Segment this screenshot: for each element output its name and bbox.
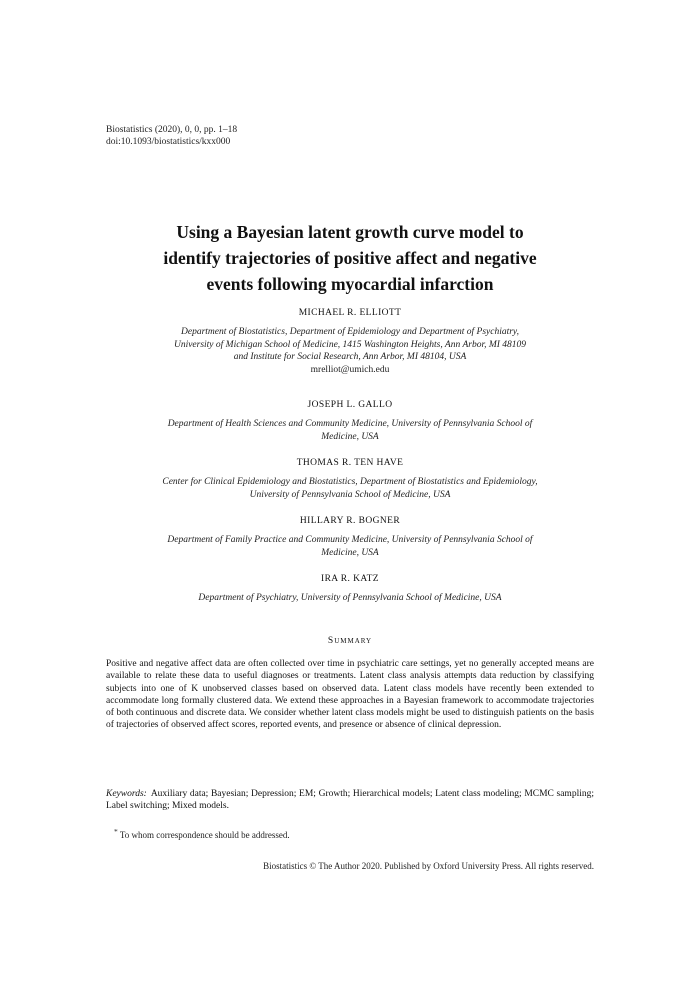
author-name: HILLARY R. BOGNER [299, 516, 401, 526]
affiliation-line: Center for Clinical Epidemiology and Biostatistics, Department of Biostatistics and Epidemiology, [162, 477, 538, 487]
keywords [106, 788, 594, 813]
author-name: JOSEPH L. GALLO [307, 400, 393, 410]
affiliation-line: University of Michigan School of Medicine, 1415 Washington Heights, Ann Arbor, MI 48109 [173, 339, 527, 350]
affiliation-line: University of Pennsylvania School of Medicine, USA [249, 489, 451, 500]
paper-title [110, 219, 590, 297]
author-affiliation [112, 534, 588, 559]
keywords-text: Auxiliary data; Bayesian; Depression; EM; Growth; Hierarchical models; Latent class modeling; MCMC sampling; Label switching; Mixed models. [106, 789, 594, 812]
affiliation-line: and Institute for Social Research, Ann Arbor, MI 48104, USA [233, 352, 467, 362]
author-affiliation [112, 418, 588, 443]
title-line: identify trajectories of positive affect and negative [163, 248, 537, 268]
copyright-notice: Biostatistics © The Author 2020. Published by Oxford University Press. All rights reserved. [263, 861, 594, 871]
abstract-body: Positive and negative affect data are often collected over time in psychiatric care settings, yet no generally accepted means are available to relate these data to useful diagnoses or treatments. Latent class analysis attempts data reduction by classifying subjects into one of K unobserved classes based on observed data. Latent class models have recently been extended to accommodate long formally clustered data. We extend these approaches in a Bayesian framework to accommodate trajectories of both continuous and discrete data. We consider whether latent class models might be used to distinguish patients on the basis of trajectories of observed affect scores, reported events, and presence or absence of clinical depression. [106, 659, 594, 731]
title-line: Using a Bayesian latent growth curve model to [176, 222, 524, 242]
author-affiliation [112, 592, 588, 605]
affiliation-line: Department of Biostatistics, Department of Epidemiology and Department of Psychiatry, [181, 327, 519, 337]
footnote-text: To whom correspondence should be addressed. [119, 830, 290, 840]
journal-citation: Biostatistics (2020), 0, 0, pp. 1–18 [106, 125, 238, 135]
affiliation-line: Medicine, USA [321, 431, 379, 442]
author-email: mrelliot@umich.edu [310, 364, 390, 375]
affiliation-line: Medicine, USA [321, 547, 379, 558]
keywords-label: Keywords: [106, 789, 147, 799]
affiliation-line: Department of Psychiatry, University of Pennsylvania School of Medicine, USA [198, 593, 502, 603]
footnote-marker: * [114, 827, 118, 836]
affiliation-line: Department of Family Practice and Community Medicine, University of Pennsylvania School of [167, 535, 533, 545]
author-name: IRA R. KATZ [321, 574, 379, 584]
doi: doi:10.1093/biostatistics/kxx000 [106, 137, 231, 147]
author-name: THOMAS R. TEN HAVE [296, 458, 404, 468]
journal-header [106, 124, 237, 148]
affiliation-line: Department of Health Sciences and Community Medicine, University of Pennsylvania School of [167, 419, 533, 429]
abstract-heading: Summary [327, 636, 373, 646]
author-name: MICHAEL R. ELLIOTT [298, 308, 402, 318]
author-affiliation [112, 476, 588, 501]
title-line: events following myocardial infarction [206, 274, 494, 294]
author-affiliation [112, 326, 588, 376]
correspondence-footnote [114, 826, 594, 841]
